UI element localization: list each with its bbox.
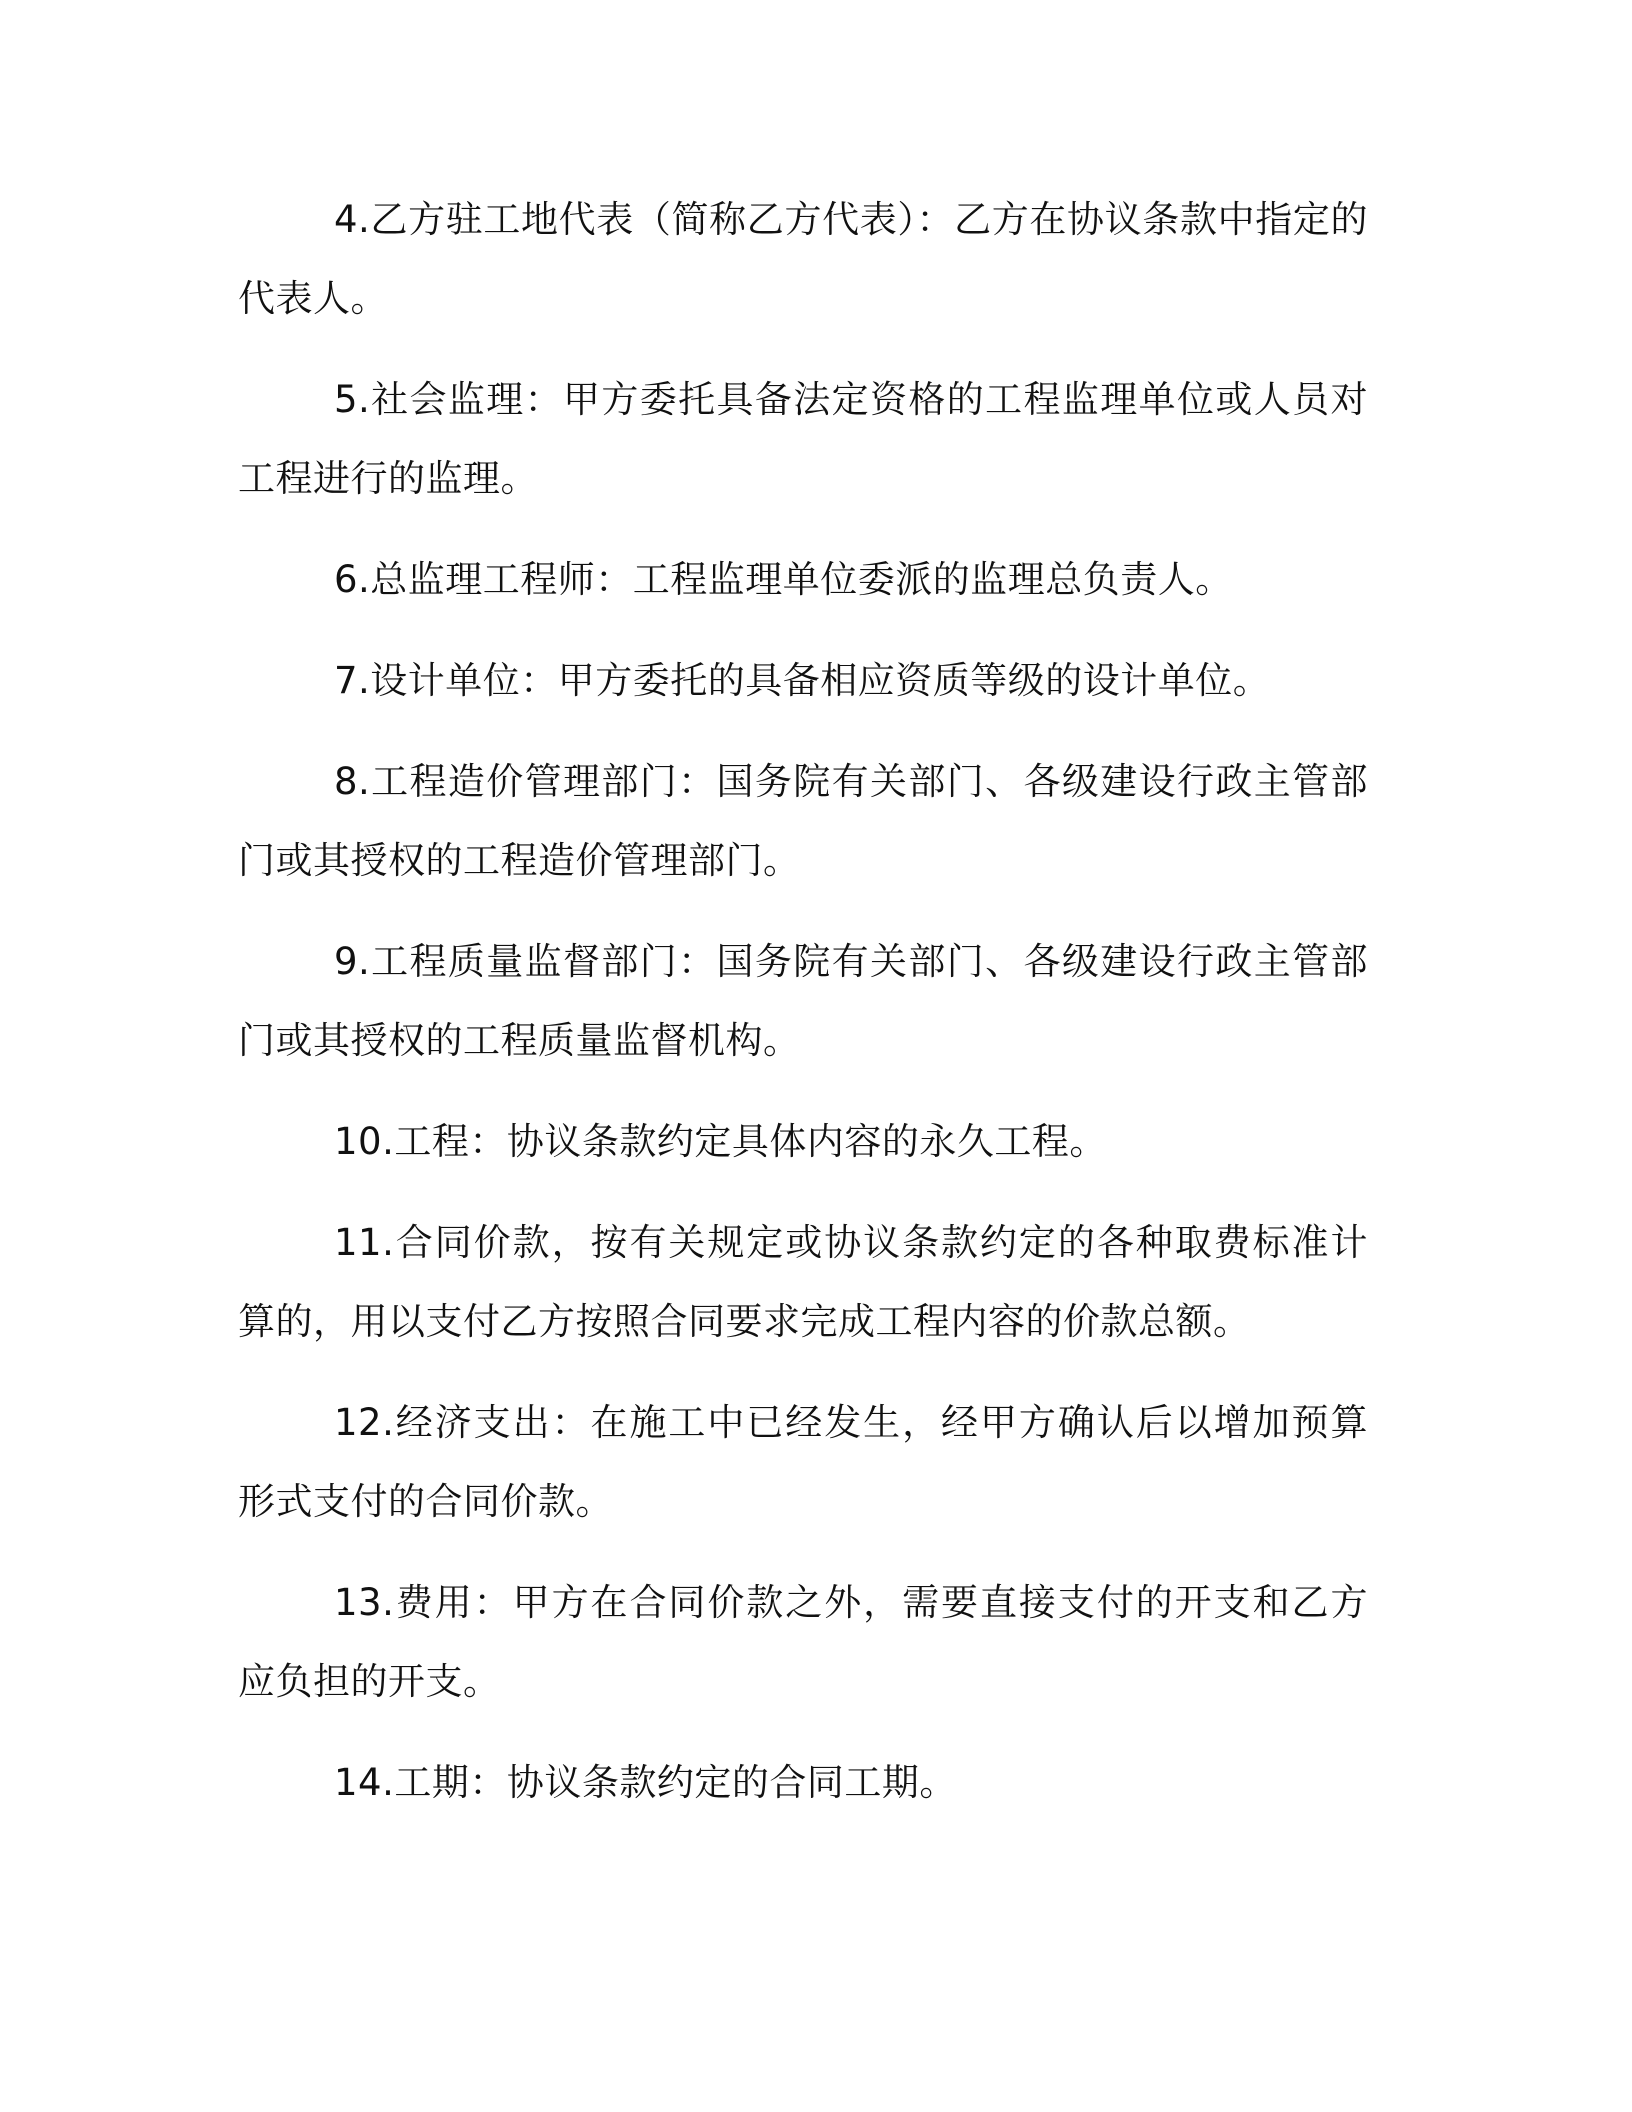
clause-6: 6.总监理工程师：工程监理单位委派的监理总负责人。	[334, 558, 1233, 601]
clause-10: 10.工程：协议条款约定具体内容的永久工程。	[334, 1120, 1107, 1163]
clause-11: 11.合同价款，按有关规定或协议条款约定的各种取费标准计算的，用以支付乙方按照合同要求完成工程内容的价款总额。	[238, 1221, 1368, 1343]
clause-8: 8.工程造价管理部门：国务院有关部门、各级建设行政主管部门或其授权的工程造价管理部门。	[238, 760, 1368, 882]
document-body	[238, 180, 1368, 1844]
clause-7: 7.设计单位：甲方委托的具备相应资质等级的设计单位。	[334, 659, 1271, 702]
clause-12: 12.经济支出：在施工中已经发生，经甲方确认后以增加预算形式支付的合同价款。	[238, 1401, 1368, 1523]
clause-9: 9.工程质量监督部门：国务院有关部门、各级建设行政主管部门或其授权的工程质量监督机构。	[238, 940, 1368, 1062]
clause-14: 14.工期：协议条款约定的合同工期。	[334, 1761, 957, 1804]
clause-5: 5.社会监理：甲方委托具备法定资格的工程监理单位或人员对工程进行的监理。	[238, 378, 1368, 500]
clause-13: 13.费用：甲方在合同价款之外，需要直接支付的开支和乙方应负担的开支。	[238, 1581, 1368, 1703]
clause-4: 4.乙方驻工地代表（简称乙方代表）：乙方在协议条款中指定的代表人。	[238, 198, 1368, 320]
